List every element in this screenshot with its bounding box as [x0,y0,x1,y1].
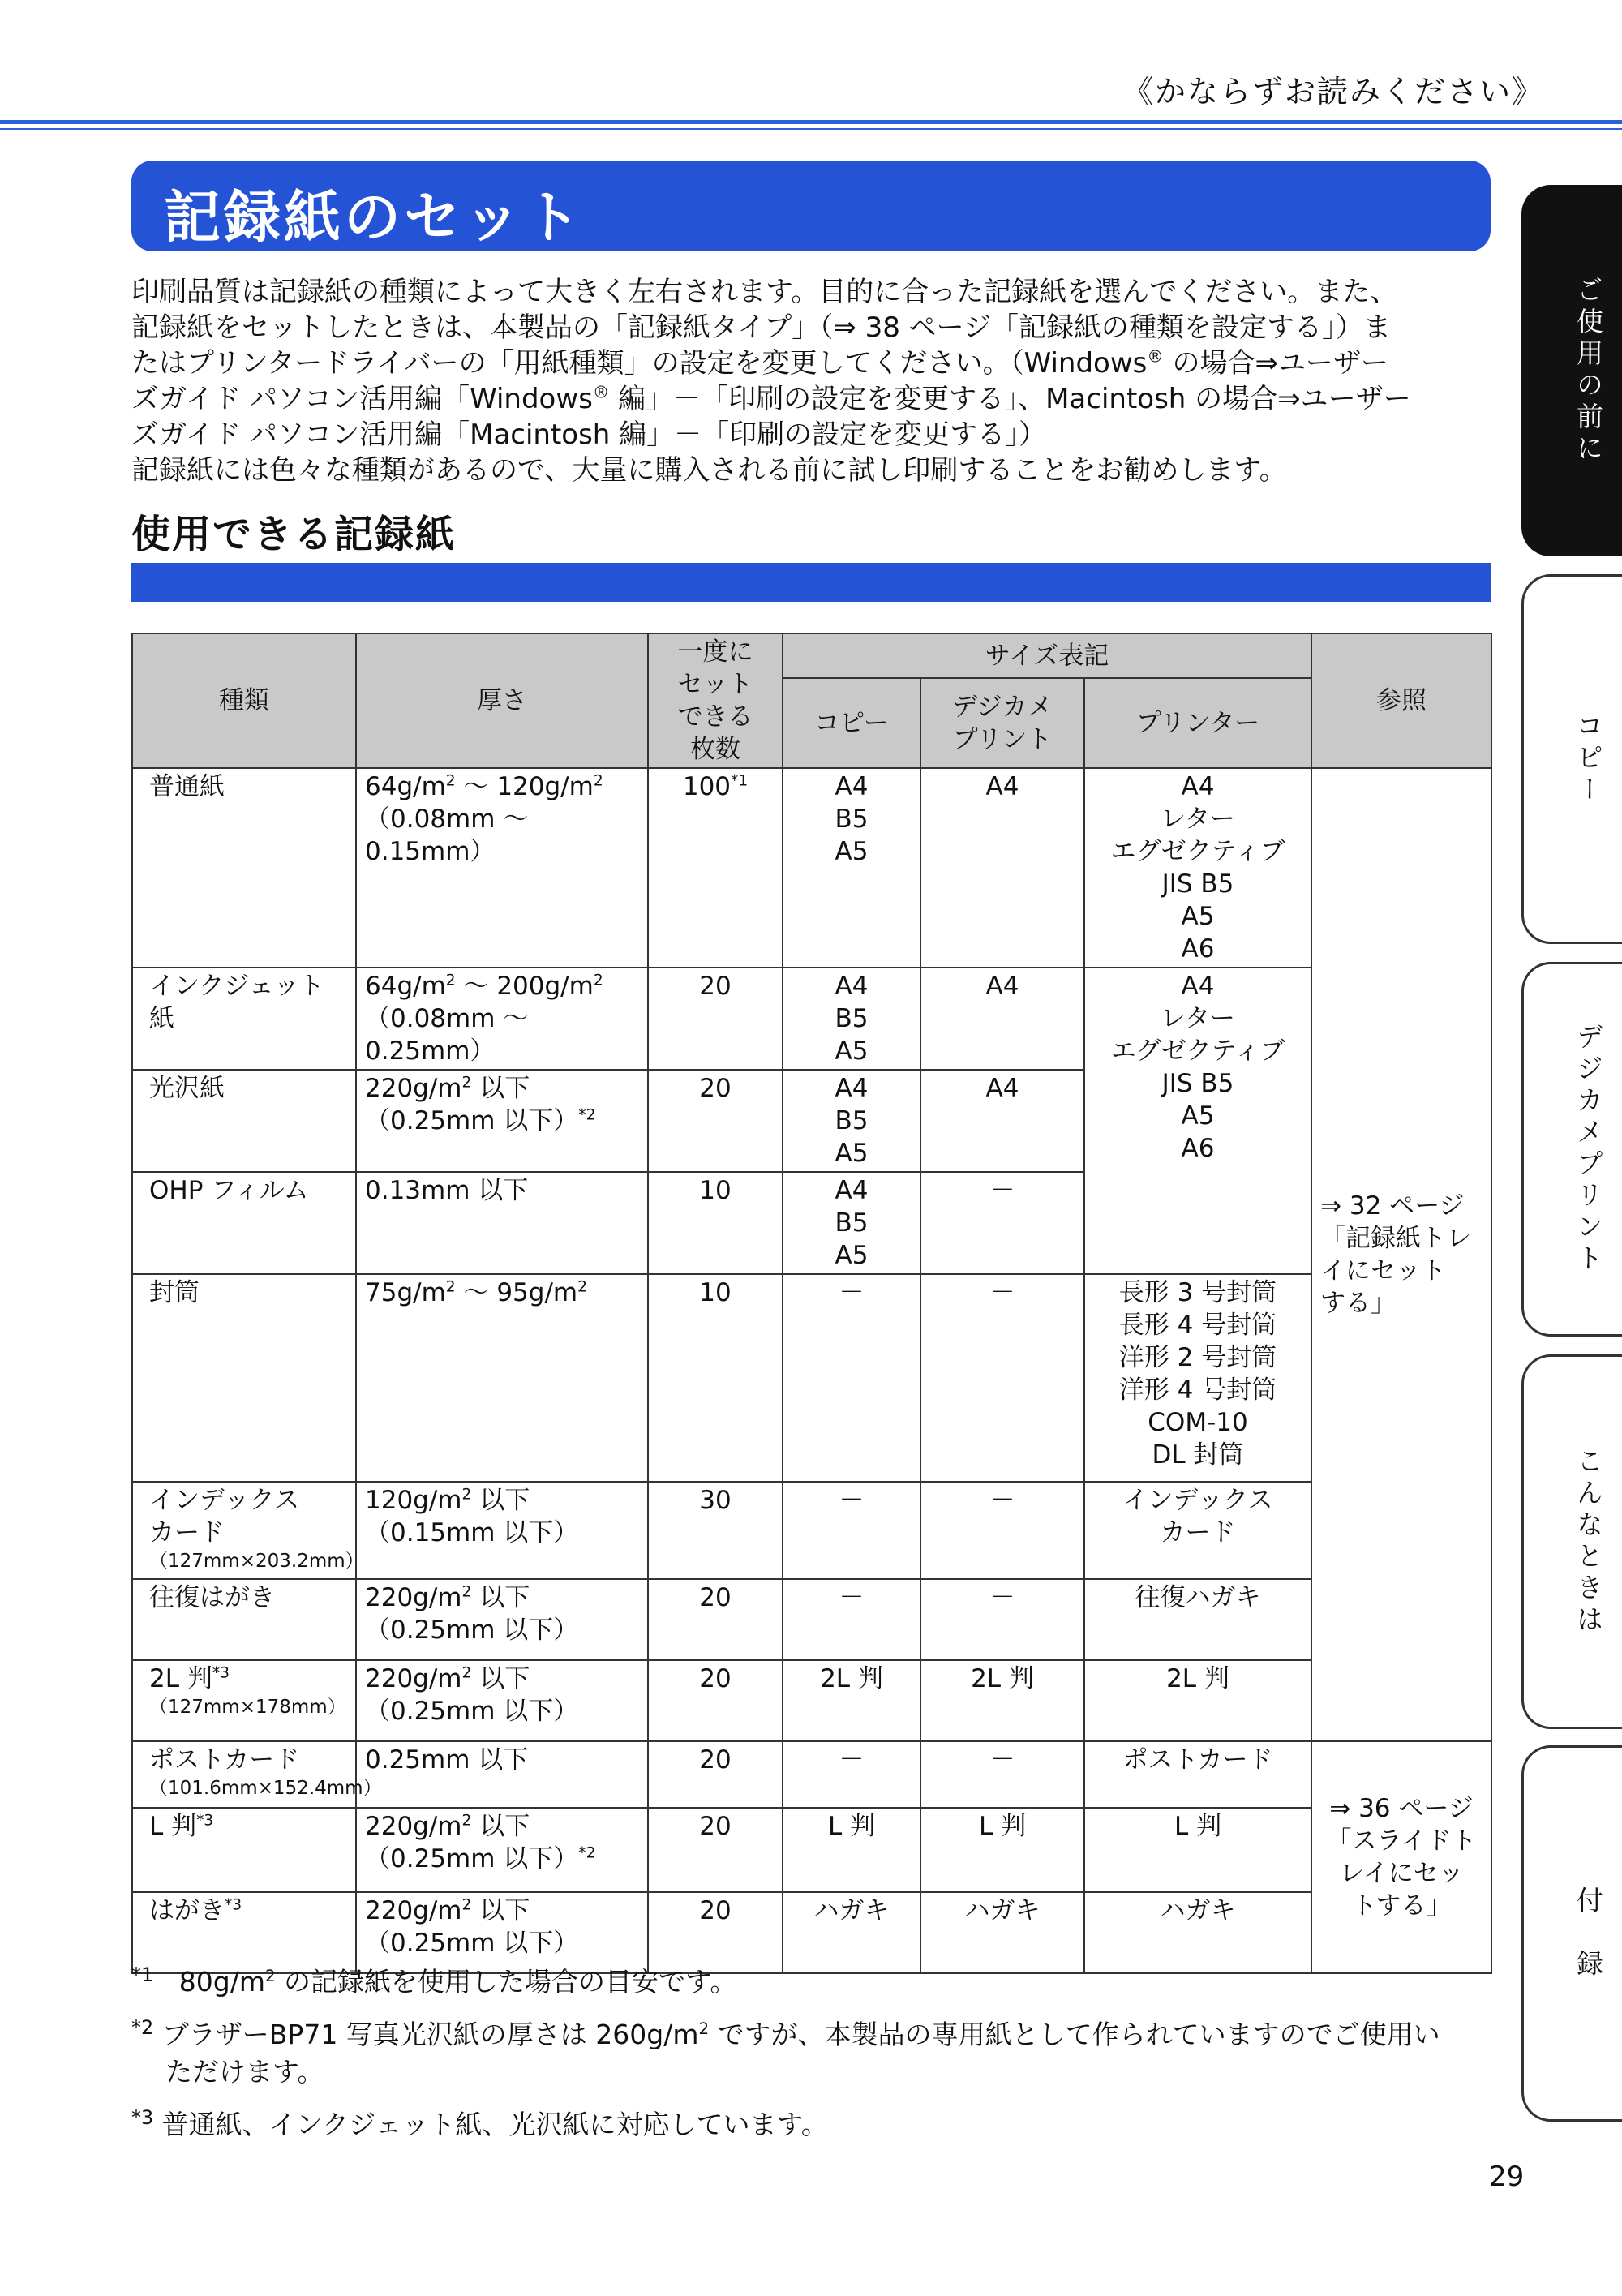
intro-line: ズガイド パソコン活用編「Windows® 編」－「印刷の設定を変更する」、Macintosh の場合⇒ユーザー [131,382,1411,415]
cell-digicam: － [920,1579,1084,1660]
footnote-1: $^{*1}$ $80g/m^2$ の記録紙を使用した場合の目安です。 [131,1963,737,1998]
cell-thickness: $220g/m^2$ 以下 （0.25mm 以下） [356,1892,648,1973]
cell-digicam: A4 [920,768,1084,968]
table-row [132,1660,1491,1741]
intro-line: たはプリンタードライバーの「用紙種類」の設定を変更してください。（Windows® の場合⇒ユーザー [131,346,1389,380]
title-banner [131,161,1491,251]
cell-printer: 往復ハガキ [1084,1579,1311,1660]
cell-count: 100$^{*1}$ [648,768,783,968]
intro-line: ズガイド パソコン活用編「Macintosh 編」－「印刷の設定を変更する」） [131,418,1047,451]
intro-line: 印刷品質は記録紙の種類によって大きく左右されます。目的に合った記録紙を選んでください。また、 [131,276,1398,308]
cell-printer: 2L 判 [1084,1660,1311,1741]
section-heading: 使用できる記録紙 [131,512,457,557]
cell-copy: A4 B5 A5 [783,1172,920,1274]
cell-printer: インデックス カード [1084,1482,1311,1579]
header-copy: コピー [783,678,920,768]
footnote-2: $^{*2}$ ブラザーBP71 写真光沢紙の厚さは $260g/m^2$ ですが、本製品の専用紙として作られていますのでご使用い ただけます。 [131,2016,1440,2088]
footnotes [131,1956,1502,2152]
paper-table [131,633,1492,1974]
header-count: 一度に セット できる 枚数 [648,633,783,768]
cell-count: 20 [648,1070,783,1172]
cell-digicam: A4 [920,1070,1084,1172]
cell-copy: L 判 [783,1808,920,1892]
cell-ref-tray: ⇒ 32 ページ 「記録紙トレ イにセット する」 [1311,768,1491,1741]
cell-digicam: 2L 判 [920,1660,1084,1741]
cell-thickness: $220g/m^2$ 以下 （0.25mm 以下） [356,1660,648,1741]
cell-type: 往復はがき [132,1579,356,1660]
table-row [132,1741,1491,1808]
cell-thickness: 0.13mm 以下 [356,1172,648,1274]
page-title: 記録紙のセット [164,184,584,251]
header-rule [0,120,1622,124]
cell-type: 封筒 [132,1274,356,1482]
cell-count: 20 [648,1741,783,1808]
tab-copy[interactable]: コピー [1521,574,1622,944]
cell-count: 20 [648,1808,783,1892]
cell-digicam: － [920,1172,1084,1274]
tab-digicam-print[interactable]: デジカメプリント [1521,962,1622,1337]
cell-digicam: ハガキ [920,1892,1084,1973]
tab-troubleshooting[interactable]: こんなときは [1521,1354,1622,1729]
table-row [132,968,1491,1070]
cell-count: 30 [648,1482,783,1579]
page-number: 29 [1489,2161,1525,2193]
cell-thickness: $64g/m^2$ ～ $120g/m^2$ （0.08mm ～ 0.15mm） [356,768,648,968]
header-size-group: サイズ表記 [783,633,1311,678]
cell-thickness: $220g/m^2$ 以下 （0.25mm 以下） [356,1579,648,1660]
cell-copy: A4 B5 A5 [783,1070,920,1172]
cell-thickness: $220g/m^2$ 以下 （0.25mm 以下）$^{*2}$ [356,1070,648,1172]
header-digicam: デジカメ プリント [920,678,1084,768]
cell-type: 普通紙 [132,768,356,968]
header-printer: プリンター [1084,678,1311,768]
cell-digicam: － [920,1741,1084,1808]
cell-copy: ハガキ [783,1892,920,1973]
cell-type: L 判$^{*3}$ [132,1808,356,1892]
cell-copy: 2L 判 [783,1660,920,1741]
cell-copy: － [783,1741,920,1808]
cell-type: インデックス カード （127mm×203.2mm） [132,1482,356,1579]
cell-copy: A4 B5 A5 [783,968,920,1070]
cell-count: 10 [648,1172,783,1274]
cell-thickness: $120g/m^2$ 以下 （0.15mm 以下） [356,1482,648,1579]
cell-type: OHP フィルム [132,1172,356,1274]
cell-thickness: $64g/m^2$ ～ $200g/m^2$ （0.08mm ～ 0.25mm） [356,968,648,1070]
cell-copy: A4 B5 A5 [783,768,920,968]
cell-count: 20 [648,1579,783,1660]
cell-thickness: $75g/m^2$ ～ $95g/m^2$ [356,1274,648,1482]
section-bar [131,563,1491,602]
cell-type: 光沢紙 [132,1070,356,1172]
table-row [132,1482,1491,1579]
cell-type: 2L 判$^{*3}$ （127mm×178mm） [132,1660,356,1741]
cell-thickness: 0.25mm 以下 [356,1741,648,1808]
header-type: 種類 [132,633,356,768]
table-row [132,768,1491,968]
header-rule-thin [0,128,1622,130]
cell-type: ポストカード （101.6mm×152.4mm） [132,1741,356,1808]
tab-before-use[interactable]: ご使用の前に [1521,185,1622,556]
cell-printer: ポストカード [1084,1741,1311,1808]
table-row [132,1579,1491,1660]
footnote-3: $^{*3}$ 普通紙、インクジェット紙、光沢紙に対応しています。 [131,2106,828,2140]
cell-count: 20 [648,968,783,1070]
cell-thickness: $220g/m^2$ 以下 （0.25mm 以下）$^{*2}$ [356,1808,648,1892]
table-row [132,1274,1491,1482]
intro-line: 記録紙には色々な種類があるので、大量に購入される前に試し印刷することをお勧めします。 [131,454,1287,487]
cell-copy: － [783,1482,920,1579]
intro-line: 記録紙をセットしたときは、本製品の「記録紙タイプ」（⇒ 38 ページ「記録紙の種類を設定する」）ま [131,311,1391,344]
header-thickness: 厚さ [356,633,648,768]
header-note: 《かならずお読みください》 [1122,74,1544,109]
cell-printer: ハガキ [1084,1892,1311,1973]
tab-appendix[interactable]: 付 録 [1521,1745,1622,2122]
cell-count: 10 [648,1274,783,1482]
cell-copy: － [783,1274,920,1482]
cell-digicam: － [920,1274,1084,1482]
cell-printer: 長形 3 号封筒 長形 4 号封筒 洋形 2 号封筒 洋形 4 号封筒 COM-10 DL 封筒 [1084,1274,1311,1482]
cell-type: はがき$^{*3}$ [132,1892,356,1973]
cell-printer: A4 レター エグゼクティブ JIS B5 A5 A6 [1084,768,1311,968]
cell-digicam: L 判 [920,1808,1084,1892]
cell-digicam: － [920,1482,1084,1579]
cell-printer: A4 レター エグゼクティブ JIS B5 A5 A6 [1084,968,1311,1274]
cell-copy: － [783,1579,920,1660]
intro-paragraph [131,274,1494,488]
cell-digicam: A4 [920,968,1084,1070]
cell-type: インクジェット 紙 [132,968,356,1070]
cell-printer: L 判 [1084,1808,1311,1892]
table-row [132,1808,1491,1892]
cell-count: 20 [648,1660,783,1741]
header-ref: 参照 [1311,633,1491,768]
cell-ref-slide: ⇒ 36 ページ 「スライドト レイにセッ トする」 [1311,1741,1491,1973]
cell-count: 20 [648,1892,783,1973]
